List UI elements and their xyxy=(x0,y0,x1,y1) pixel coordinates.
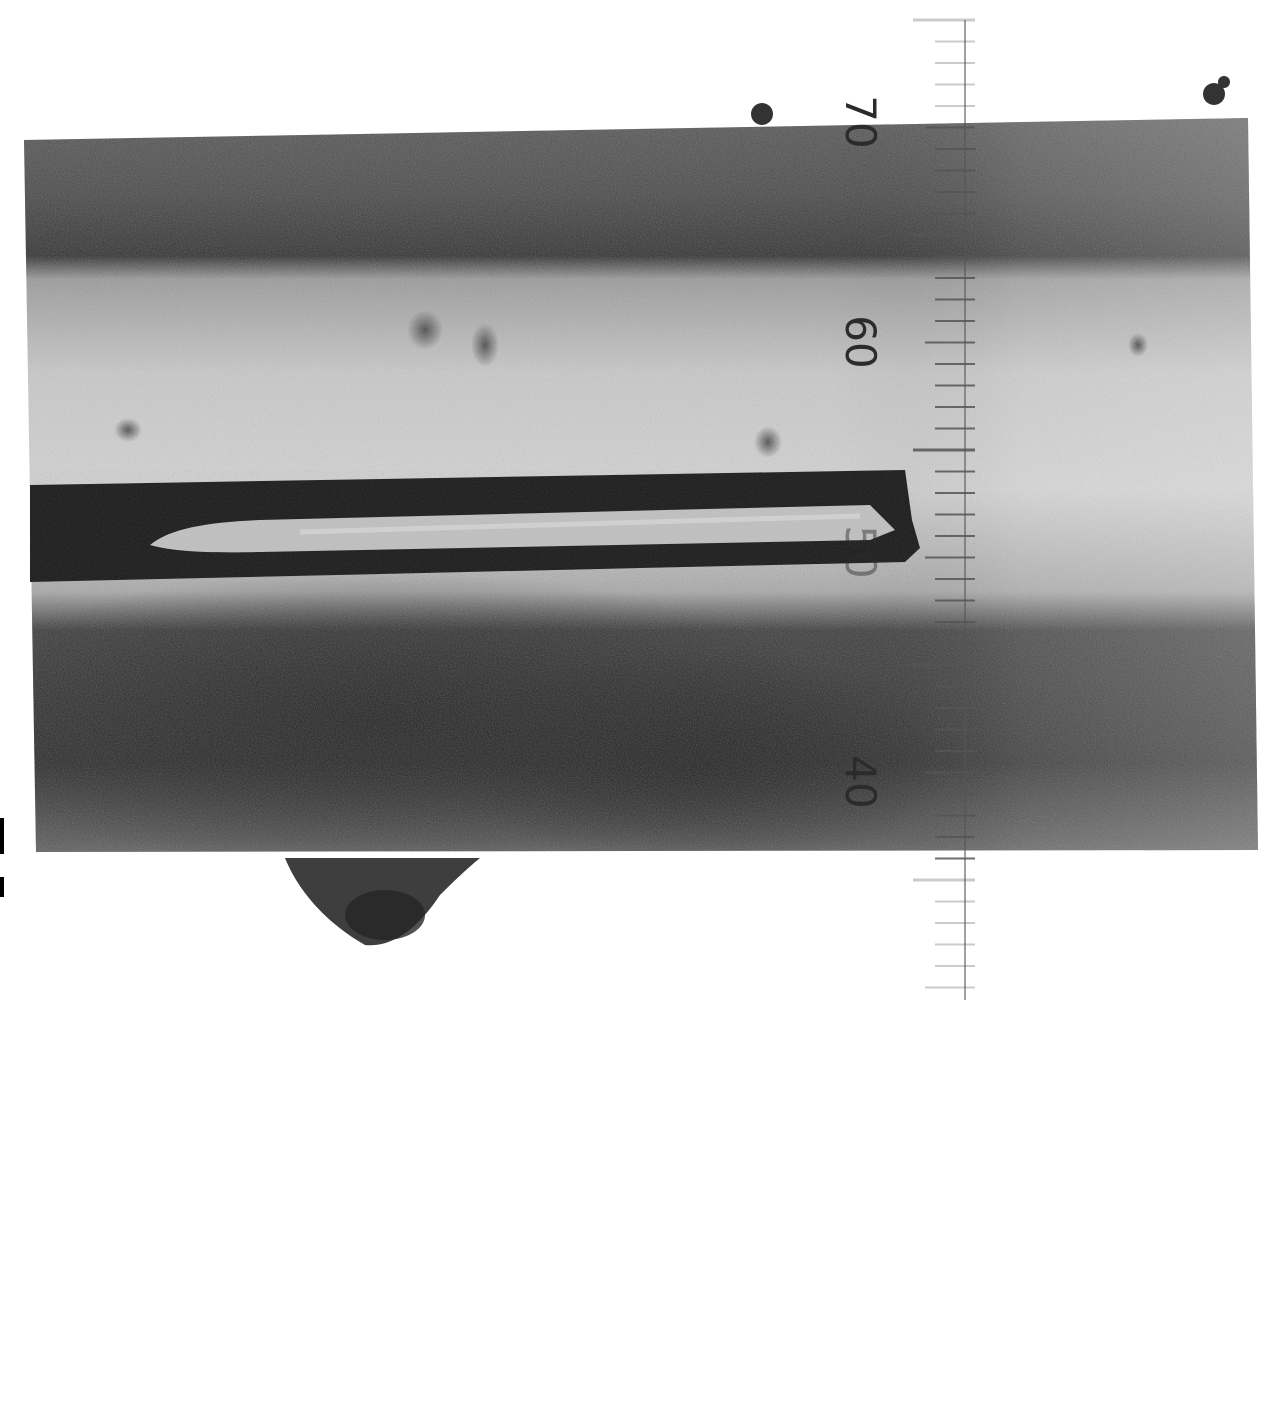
protrusion-core xyxy=(345,890,425,940)
margin-mark xyxy=(0,818,4,854)
micropipette xyxy=(30,470,920,582)
surface-particle xyxy=(1218,76,1230,88)
margin-mark xyxy=(0,877,4,897)
pipette-grain xyxy=(30,470,920,582)
scale-label-50: 50 xyxy=(836,525,885,579)
scale-label-60: 60 xyxy=(836,315,885,369)
scale-label-40: 40 xyxy=(836,755,885,809)
scale-label-70: 70 xyxy=(836,95,885,149)
surface-particle xyxy=(751,103,773,125)
